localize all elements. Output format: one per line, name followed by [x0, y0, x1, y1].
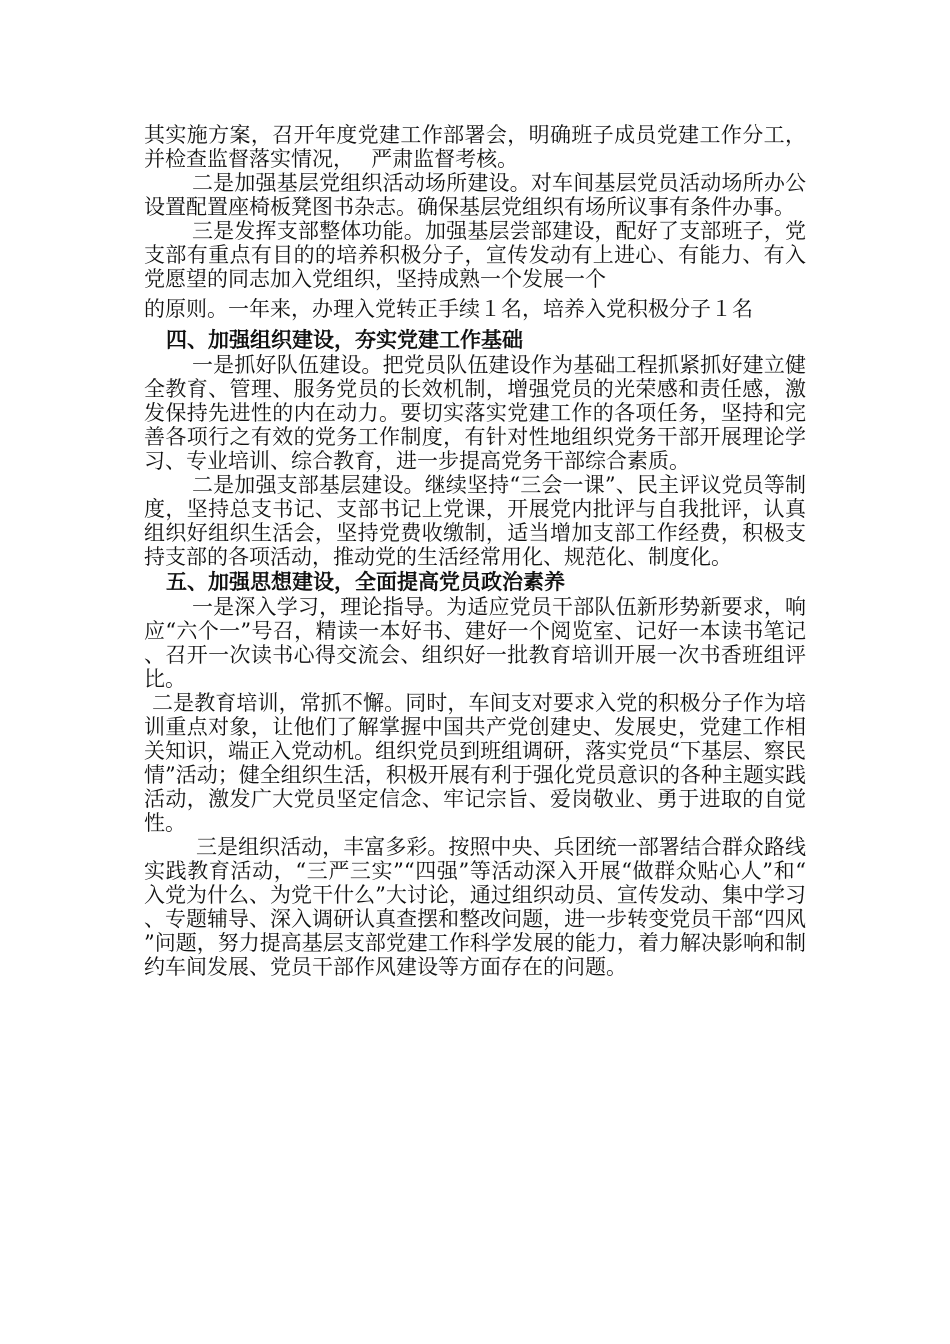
paragraph-plan-continuation: 其实施方案，召开年度党建工作部署会，明确班子成员党建工作分工，并检查监督落实情况， 严肃监督考核。	[144, 123, 806, 171]
paragraph-venue-construction: 二是加强基层党组织活动场所建设。对车间基层党员活动场所办公设置配置座椅板凳图书杂志。确保基层党组织有场所议事有条件办事。	[144, 171, 806, 219]
paragraph-study: 一是深入学习，理论指导。为适应党员干部队伍新形势新要求，响应“六个一”号召，精读一本好书、建好一个阅览室、记好一本读书笔记、召开一次读书心得交流会、组织好一批教育培训开展一次书香班组评比。	[144, 595, 806, 691]
paragraph-branch-function: 三是发挥支部整体功能。加强基层尝部建设，配好了支部班子，党支部有重点有目的的培养积极分子，宣传发动有上进心、有能力、有入党愿望的同志加入党组织，坚持成熟一个发展一个	[144, 219, 806, 291]
paragraph-training: 二是教育培训，常抓不懈。同时，车间支对要求入党的积极分子作为培训重点对象，让他们了解掌握中国共产党创建史、发展史，党建工作相关知识，端正入党动机。组织党员到班组调研，落实党员“下基层、察民情”活动；健全组织生活，积极开展有利于强化党员意识的各种主题实践活动，激发广大党员坚定信念、牢记宗旨、爱岗敬业、勇于进取的自觉性。	[144, 691, 806, 835]
section-heading-ideology: 五、加强思想建设，全面提高党员政治素养	[166, 570, 565, 594]
paragraph-team-building: 一是抓好队伍建设。把党员队伍建设作为基础工程抓紧抓好建立健全教育、管理、服务党员的长效机制，增强党员的光荣感和责任感，激发保持先进性的内在动力。要切实落实党建工作的各项任务，坚持和完善各项行之有效的党务工作制度，有针对性地组织党务干部开展理论学习、专业培训、综合教育，进一步提高党务干部综合素质。	[144, 353, 806, 473]
paragraph-annual-summary: 的原则。一年来，办理入党转正手续１名，培养入党积极分子１名	[144, 297, 753, 321]
section-heading-organization: 四、加强组织建设，夯实党建工作基础	[166, 328, 523, 352]
paragraph-branch-grassroots: 二是加强支部基层建设。继续坚持“三会一课”、民主评议党员等制度，坚持总支书记、支部书记上党课，开展党内批评与自我批评，认真组织好组织生活会，坚持党费收缴制，适当增加支部工作经费，积极支持支部的各项活动，推动党的生活经常用化、规范化、制度化。	[144, 473, 806, 569]
paragraph-activities: 三是组织活动，丰富多彩。按照中央、兵团统一部署结合群众路线实践教育活动，“三严三实”“四强”等活动深入开展“做群众贴心人”和“入党为什么、为党干什么”大讨论，通过组织动员、宣传发动、集中学习、专题辅导、深入调研认真查摆和整改问题，进一步转变党员干部“四风”问题，努力提高基层支部党建工作科学发展的能力，着力解决影响和制约车间发展、党员干部作风建设等方面存在的问题。	[144, 835, 806, 979]
document-page	[144, 123, 806, 979]
